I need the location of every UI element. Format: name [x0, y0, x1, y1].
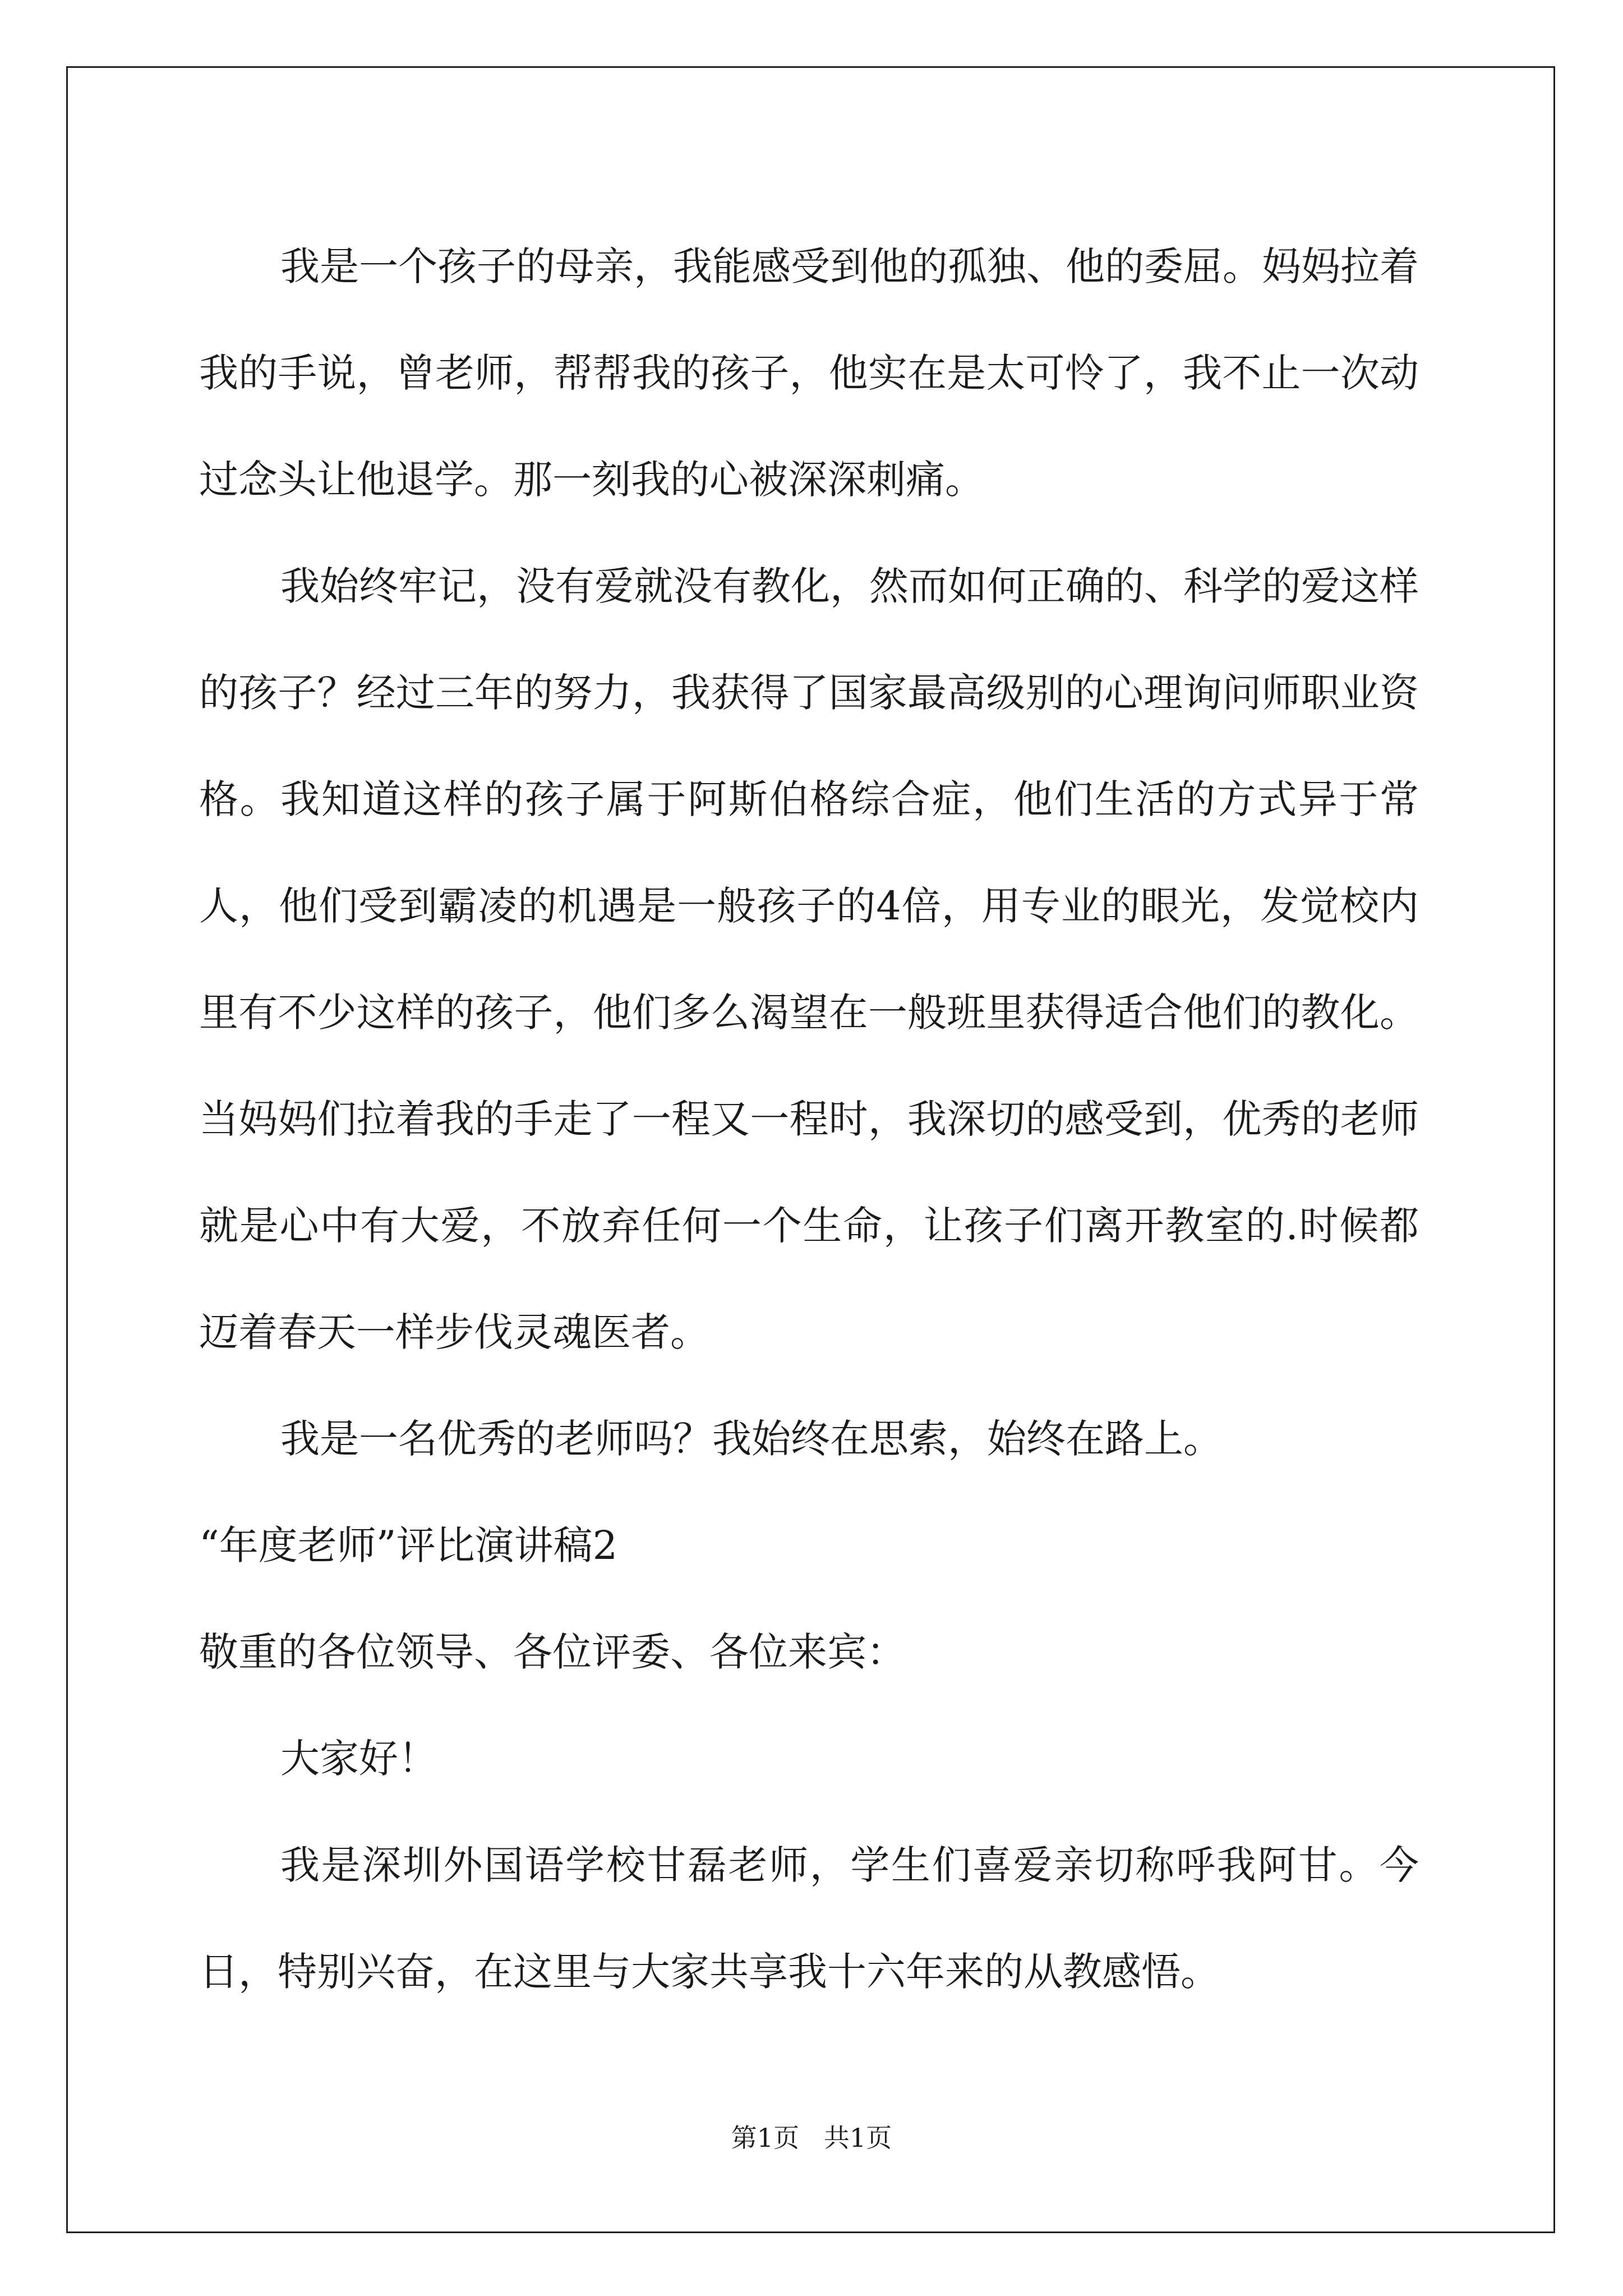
salutation: 敬重的各位领导、各位评委、各位来宾： [199, 1629, 906, 1675]
page-label: 第1页 共1页 [731, 2123, 892, 2153]
paragraph-mother: 我是一个孩子的母亲，我能感受到他的孤独、他的委屈。妈妈拉着我的手说，曾老师，帮帮我的孩子，他实在是太可怜了，我不止一次动过念头让他退学。那一刻我的心被深深刺痛。 [199, 243, 1419, 503]
section-title: “年度老师”评比演讲稿2 [199, 1522, 618, 1568]
paragraph-love-education: 我始终牢记，没有爱就没有教化，然而如何正确的、科学的爱这样的孩子？经过三年的努力，我获得了国家最高级别的心理询问师职业资格。我知道这样的孩子属于阿斯伯格综合症，他们生活的方式异于常人，他们受到霸凌的机遇是一般孩子的4倍，用专业的眼光，发觉校内里有不少这样的孩子，他们多么渴望在一般班里获得适合他们的教化。当妈妈们拉着我的手走了一程又一程时，我深切的感受到，优秀的老师就是心中有大爱，不放弃任何一个生命，让孩子们离开教室的.时候都迈着春天一样步伐灵魂医者。 [199, 563, 1419, 1355]
paragraph-intro: 我是深圳外国语学校甘磊老师，学生们喜爱亲切称呼我阿甘。今日，特别兴奋，在这里与大家共享我十六年来的从教感悟。 [199, 1842, 1419, 1995]
page-number-footer [0, 2118, 1623, 2155]
paragraph-question: 我是一名优秀的老师吗？我始终在思索，始终在路上。 [280, 1416, 1223, 1462]
document-body [199, 213, 1419, 2025]
greeting: 大家好！ [280, 1736, 437, 1782]
